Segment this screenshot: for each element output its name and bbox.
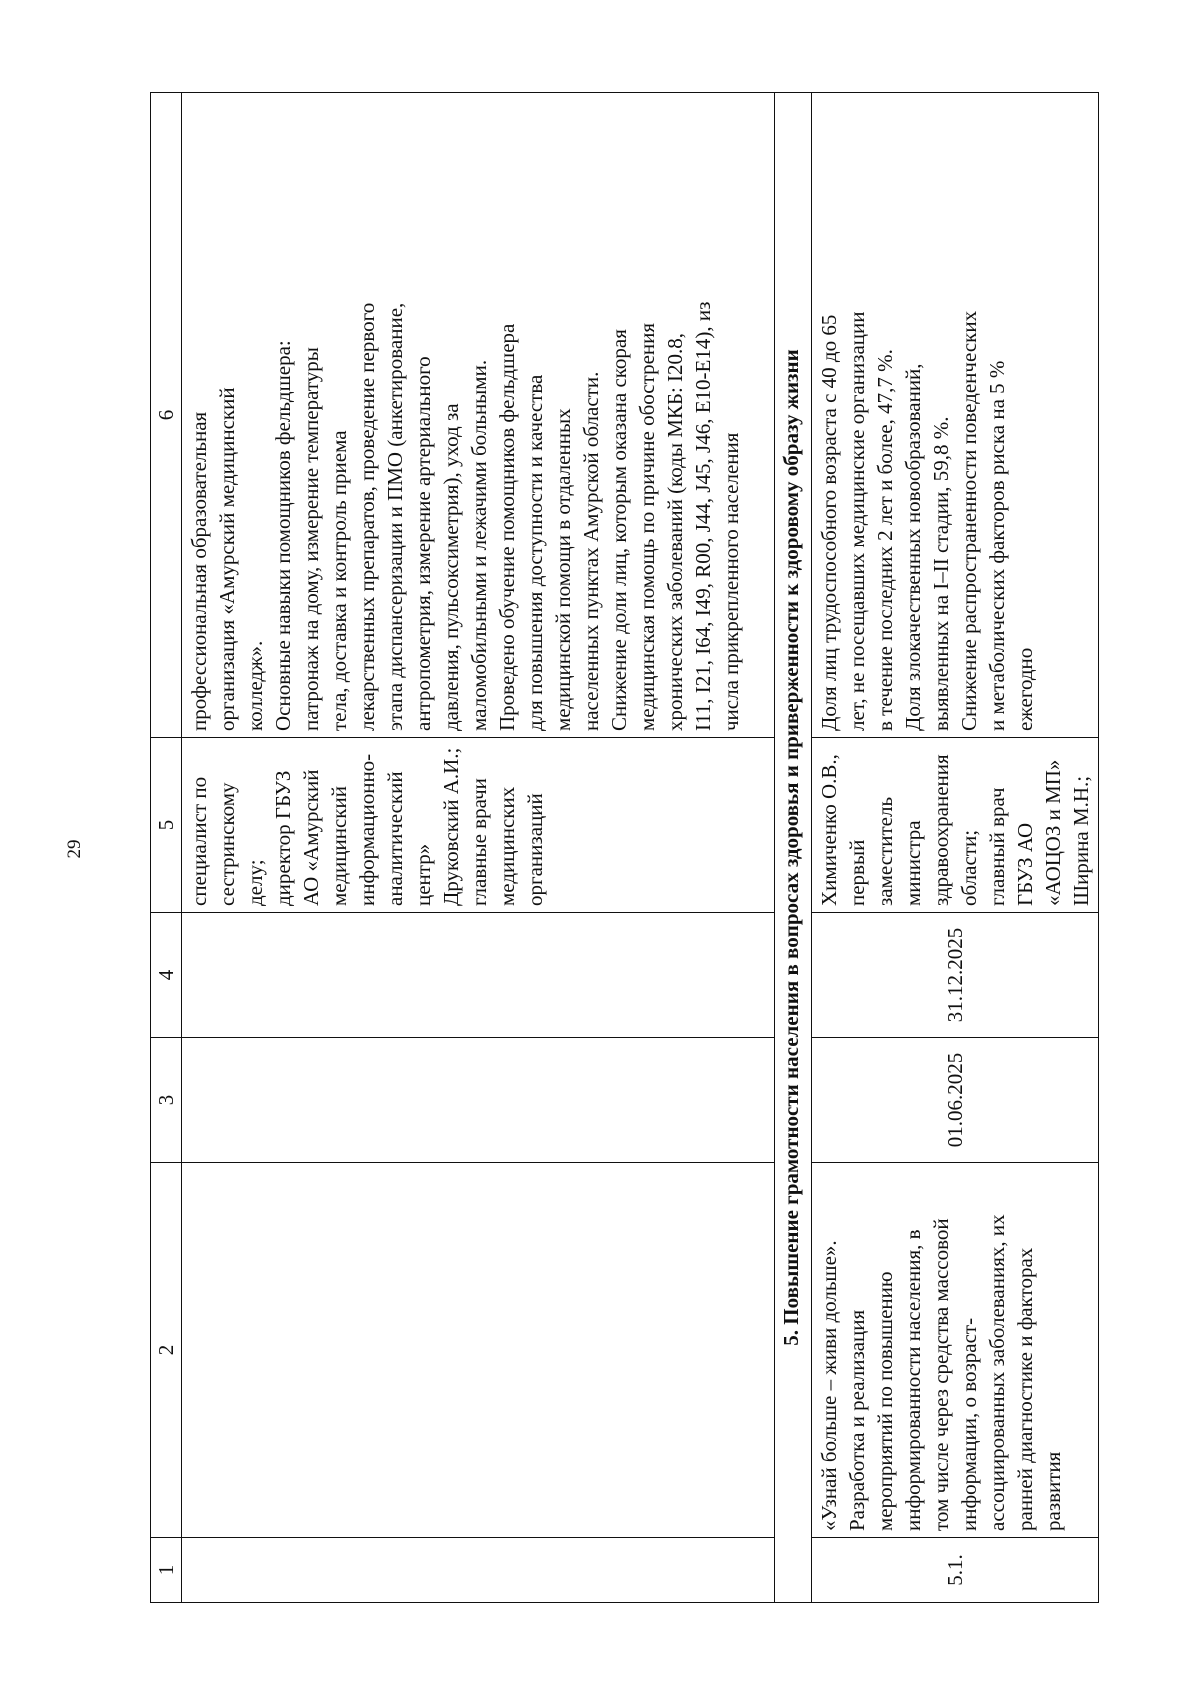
rotated-table-container — [150, 93, 1093, 1603]
row-responsible: Химиченко О.В., первый заместитель министра здравоохранения области; главный врач ГБУЗ АО «АОЦОЗ и МП» Ширина М.Н.; — [812, 738, 1099, 913]
continuation-row — [182, 93, 775, 1603]
cont-cell-end-date — [182, 913, 775, 1038]
section-title: 5. Повышение грамотности населения в вопросах здоровья и приверженности к здоровому образу жизни — [775, 93, 812, 1603]
header-cell-1: 1 — [151, 1538, 182, 1603]
section-row — [775, 93, 812, 1603]
row-result: Доля лиц трудоспособного возраста с 40 до 65 лет, не посещавших медицинские организации в течение последних 2 лет и более, 47,7 %. Доля злокачественных новообразований, выявленных на I–II стадии, 59,8 %. Снижение распространенности поведенческих и метаболических факторов риска на 5 % ежегодно — [812, 93, 1099, 738]
row-number: 5.1. — [812, 1538, 1099, 1603]
table-row — [812, 93, 1099, 1603]
cont-cell-number — [182, 1538, 775, 1603]
page-number: 29 — [64, 839, 85, 859]
header-row — [151, 93, 182, 1603]
cont-cell-event — [182, 1163, 775, 1538]
row-end-date: 31.12.2025 — [812, 913, 1099, 1038]
cont-cell-start-date — [182, 1038, 775, 1163]
row-start-date: 01.06.2025 — [812, 1038, 1099, 1163]
header-cell-6: 6 — [151, 93, 182, 738]
cont-cell-responsible: специалист по сестринскому делу; директор ГБУЗ АО «Амурский медицинский информационно- аналитический центр» Друковский А.И.; главные врачи медицинских организаций — [182, 738, 775, 913]
header-cell-5: 5 — [151, 738, 182, 913]
header-cell-4: 4 — [151, 913, 182, 1038]
plan-table — [150, 92, 1099, 1603]
header-cell-2: 2 — [151, 1163, 182, 1538]
header-cell-3: 3 — [151, 1038, 182, 1163]
row-event: «Узнай больше – живи дольше». Разработка и реализация мероприятий по повышению информированности населения, в том числе через средства массовой информации, о возраст- ассоциированных заболеваниях, их ранней диагностике и факторах развития — [812, 1163, 1099, 1538]
cont-cell-result: профессиональная образовательная организация «Амурский медицинский колледж». Основные навыки помощников фельдшера: патронаж на дому, измерение температуры тела, доставка и контроль приема лекарственных препаратов, проведение первого этапа диспансеризации и ПМО (анкетирование, антропометрия, измерение артериального давления, пульсоксиметрия), уход за маломобильными и лежачими больными. Проведено обучение помощников фельдшера для повышения доступности и качества медицинской помощи в отдаленных населенных пунктах Амурской области. Снижение доли лиц, которым оказана скорая медицинская помощь по причине обострения хронических заболеваний (коды МКБ: I20.8, I11, I21, I64, I49, R00, J44, J45, J46, E10-E14), из числа прикрепленного населения — [182, 93, 775, 738]
